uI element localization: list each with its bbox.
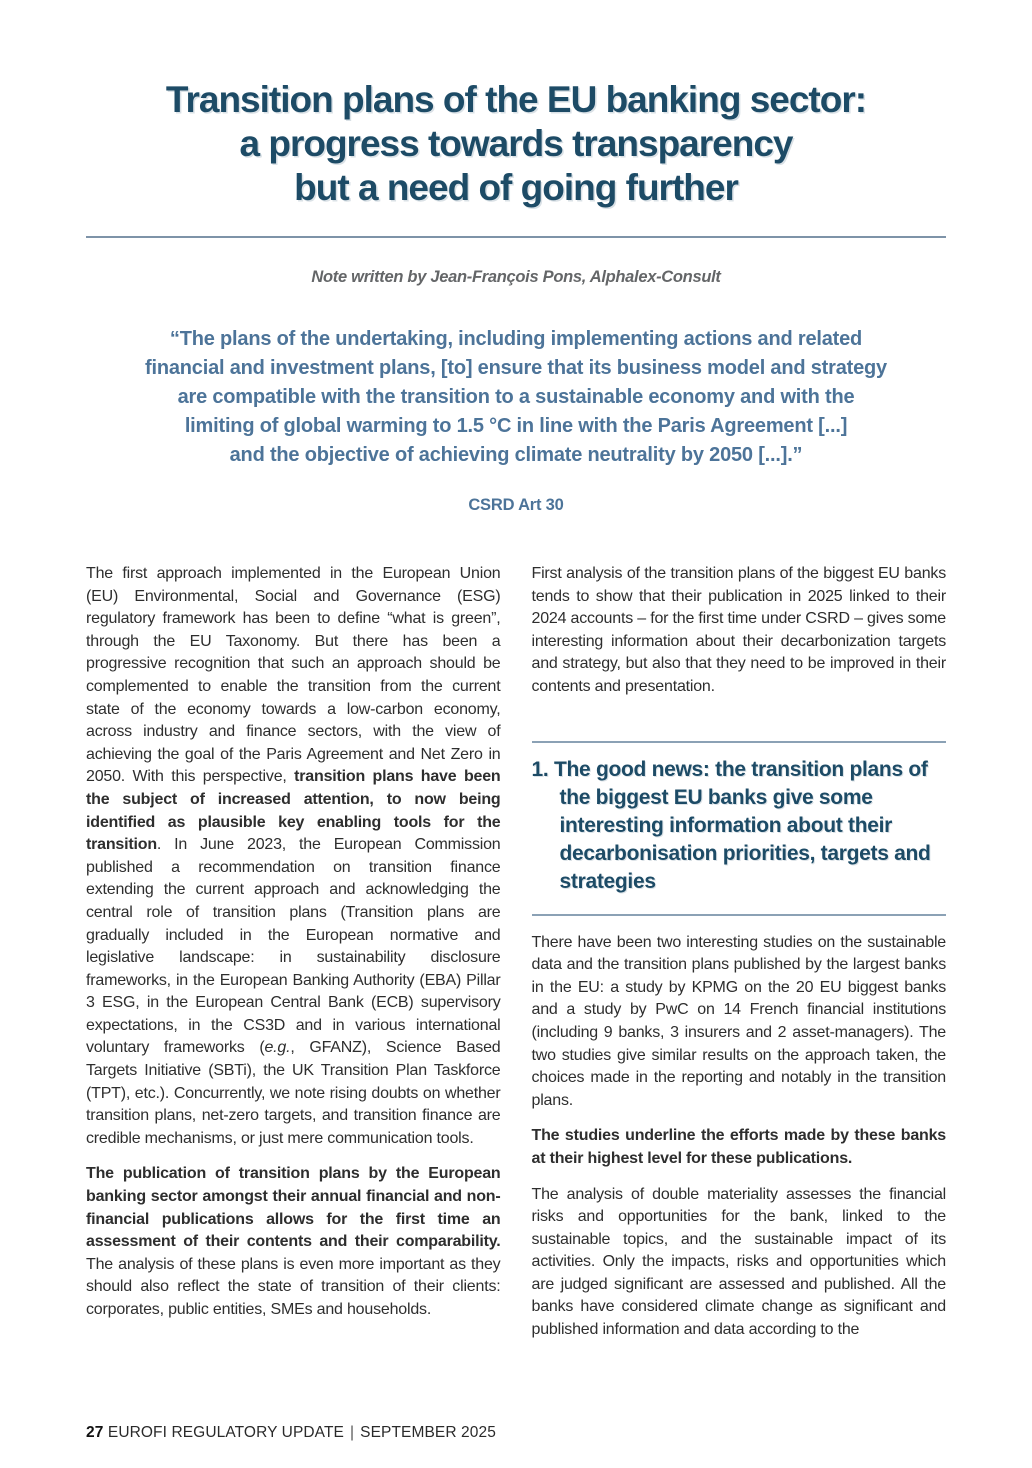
page-content [0,78,1032,1342]
page-footer [86,1424,496,1442]
section-heading-text: The good news: the transition plans of the biggest EU banks give some interesting information about their decarbonisation priorities, targets and strategies [553,757,931,893]
footer-publication: EUROFI REGULATORY UPDATE [107,1424,344,1441]
body-paragraph: The studies underline the efforts made by these banks at their highest level for these publications. [531,1127,946,1167]
footer-date: SEPTEMBER 2025 [360,1424,496,1441]
body-paragraph: There have been two interesting studies on the sustainable data and the transition plans published by the largest banks in the EU: a study by KPMG on the 20 EU biggest banks and a study by PwC on 14 French financial institutions (including 9 banks, 3 insurers and 2 asset-managers). The two studies give similar results on the approach taken, the choices made in the reporting and notably in the transition plans. [531,933,946,1109]
section-heading-block [532,741,947,916]
body-paragraph: First analysis of the transition plans of the biggest EU banks tends to show that their publication in 2025 linked to their 2024 accounts – for the first time under CSRD – gives some interesting information about their decarbonization targets and strategy, but also that they need to be improved in their contents and presentation. [531,565,946,695]
byline: Note written by Jean-François Pons, Alphalex-Consult [311,268,721,286]
page-title: Transition plans of the EU banking sector: a progress towards transparency but a need of going further [165,79,867,208]
two-column-body [86,563,946,1342]
footer-separator: | [349,1424,355,1441]
pull-quote: “The plans of the undertaking, including implementing actions and related financial and investment plans, [to] ensure that its business model and strategy are compatible with the transition to a sustainable economy and with the limiting of global warming to 1.5 °C in line with the Paris Agreement [...] and the objective of achieving climate neutrality by 2050 [...].” [145,328,887,466]
section-heading [532,756,947,896]
section-number: 1. [531,757,549,781]
quote-source: CSRD Art 30 [468,496,564,514]
body-paragraph: The analysis of double materiality assesses the financial risks and opportunities for the bank, linked to the sustainable topics, and the sustainable impact of its activities. Only the impacts, risks and opportunities which are judged significant are assessed and published. All the banks have considered climate change as significant and published information and data according to the [531,1185,946,1339]
right-column [532,563,947,1342]
title-divider [86,236,946,238]
footer-page-number: 27 [86,1424,104,1441]
body-paragraph: The publication of transition plans by the European banking sector amongst their annual financial and non-financial publications allows for the first time an assessment of their contents and their comparability. The analysis of these plans is even more important as they should also reflect the state of transition of their clients: corporates, public entities, SMEs and households. [86,1165,501,1318]
body-paragraph: The first approach implemented in the European Union (EU) Environmental, Social and Governance (ESG) regulatory framework has been to define “what is green”, through the EU Taxonomy. But there has been a progressive recognition that such an approach should be complemented to enable the transition from the current state of the economy towards a low-carbon economy, across industry and finance sectors, with the view of achieving the goal of the Paris Agreement and Net Zero in 2050. With this perspective, transition plans have been the subject of increased attention, to now being identified as plausible key enabling tools for the transition. In June 2023, the European Commission published a recommendation on transition finance extending the current approach and acknowledging the central role of transition plans (Transition plans are gradually included in the European normative and legislative landscape: in sustainability disclosure frameworks, in the European Banking Authority (EBA) Pillar 3 ESG, in the European Central Bank (ECB) supervisory expectations, in the CS3D and in various international voluntary frameworks (e.g., GFANZ), Science Based Targets Initiative (SBTi), the UK Transition Plan Taskforce (TPT), etc.). Concurrently, we note rising doubts on whether transition plans, net-zero targets, and transition finance are credible mechanisms, or just mere communication tools. [86,565,501,1147]
left-column [86,563,501,1342]
